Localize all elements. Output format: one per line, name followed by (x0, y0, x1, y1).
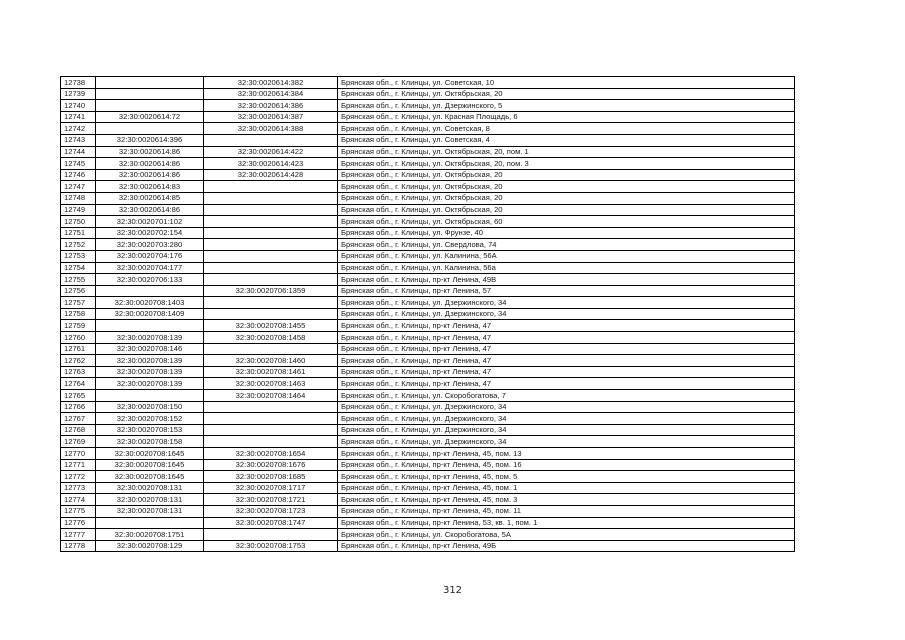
address-cell: Брянская обл., г. Клинцы, ул. Красная Площадь, 6 (338, 111, 795, 123)
cadastral-number-cell: 32:30:0020708:153 (96, 424, 204, 436)
row-number-cell: 12771 (61, 459, 96, 471)
cadastral-number-2-cell: 32:30:0020614:382 (204, 77, 338, 89)
row-number-cell: 12740 (61, 100, 96, 112)
cadastral-number-cell: 32:30:0020708:131 (96, 505, 204, 517)
row-number-cell: 12755 (61, 274, 96, 286)
cadastral-number-cell: 32:30:0020708:139 (96, 355, 204, 367)
table-row (61, 169, 795, 181)
row-number-cell: 12773 (61, 482, 96, 494)
cadastral-number-2-cell (204, 216, 338, 228)
address-cell: Брянская обл., г. Клинцы, ул. Октябрьская, 60 (338, 216, 795, 228)
row-number-cell: 12743 (61, 134, 96, 146)
cadastral-number-cell: 32:30:0020614:72 (96, 111, 204, 123)
row-number-cell: 12765 (61, 390, 96, 402)
cadastral-number-cell: 32:30:0020614:86 (96, 146, 204, 158)
cadastral-number-2-cell (204, 134, 338, 146)
row-number-cell: 12759 (61, 320, 96, 332)
row-number-cell: 12757 (61, 297, 96, 309)
table-row (61, 77, 795, 89)
address-cell: Брянская обл., г. Клинцы, ул. Калинина, 56А (338, 250, 795, 262)
address-cell: Брянская обл., г. Клинцы, ул. Октябрьская, 20 (338, 204, 795, 216)
table-row (61, 540, 795, 552)
cadastral-number-2-cell: 32:30:0020708:1461 (204, 366, 338, 378)
cadastral-number-2-cell (204, 239, 338, 251)
table-row (61, 332, 795, 344)
cadastral-number-cell: 32:30:0020708:131 (96, 482, 204, 494)
cadastral-number-2-cell: 32:30:0020614:428 (204, 169, 338, 181)
address-cell: Брянская обл., г. Клинцы, ул. Дзержинского, 34 (338, 297, 795, 309)
cadastral-number-cell: 32:30:0020708:139 (96, 366, 204, 378)
cadastral-number-2-cell: 32:30:0020708:1723 (204, 505, 338, 517)
cadastral-number-2-cell: 32:30:0020706:1359 (204, 285, 338, 297)
table-row (61, 355, 795, 367)
row-number-cell: 12745 (61, 158, 96, 170)
address-cell: Брянская обл., г. Клинцы, пр-кт Ленина, 47 (338, 332, 795, 344)
row-number-cell: 12754 (61, 262, 96, 274)
table-row (61, 459, 795, 471)
address-cell: Брянская обл., г. Клинцы, ул. Октябрьская, 20 (338, 169, 795, 181)
cadastral-number-2-cell (204, 308, 338, 320)
address-cell: Брянская обл., г. Клинцы, пр-кт Ленина, 49В (338, 274, 795, 286)
address-cell: Брянская обл., г. Клинцы, ул. Дзержинского, 5 (338, 100, 795, 112)
cadastral-number-2-cell (204, 204, 338, 216)
table-row (61, 239, 795, 251)
cadastral-number-cell: 32:30:0020614:83 (96, 181, 204, 193)
cadastral-number-cell: 32:30:0020708:1645 (96, 471, 204, 483)
cadastral-number-2-cell (204, 424, 338, 436)
address-cell: Брянская обл., г. Клинцы, ул. Дзержинского, 34 (338, 401, 795, 413)
row-number-cell: 12769 (61, 436, 96, 448)
cadastral-number-cell: 32:30:0020706:133 (96, 274, 204, 286)
cadastral-number-cell (96, 390, 204, 402)
cadastral-number-cell: 32:30:0020704:176 (96, 250, 204, 262)
address-cell: Брянская обл., г. Клинцы, ул. Советская, 8 (338, 123, 795, 135)
row-number-cell: 12751 (61, 227, 96, 239)
cadastral-number-2-cell (204, 274, 338, 286)
table-row (61, 100, 795, 112)
row-number-cell: 12752 (61, 239, 96, 251)
address-cell: Брянская обл., г. Клинцы, ул. Скоробогатова, 5А (338, 529, 795, 541)
cadastral-number-2-cell: 32:30:0020708:1753 (204, 540, 338, 552)
cadastral-number-cell: 32:30:0020708:146 (96, 343, 204, 355)
table-row (61, 204, 795, 216)
row-number-cell: 12756 (61, 285, 96, 297)
cadastral-number-cell: 32:30:0020708:1403 (96, 297, 204, 309)
row-number-cell: 12766 (61, 401, 96, 413)
cadastral-number-cell: 32:30:0020708:1409 (96, 308, 204, 320)
cadastral-number-cell: 32:30:0020708:150 (96, 401, 204, 413)
cadastral-number-2-cell (204, 413, 338, 425)
table-row (61, 111, 795, 123)
registry-table-body (61, 77, 795, 552)
address-cell: Брянская обл., г. Клинцы, ул. Дзержинского, 34 (338, 413, 795, 425)
address-cell: Брянская обл., г. Клинцы, ул. Дзержинского, 34 (338, 308, 795, 320)
table-row (61, 413, 795, 425)
cadastral-number-2-cell (204, 436, 338, 448)
cadastral-number-2-cell (204, 297, 338, 309)
cadastral-number-2-cell (204, 227, 338, 239)
table-row (61, 134, 795, 146)
table-row (61, 192, 795, 204)
cadastral-number-2-cell (204, 343, 338, 355)
cadastral-number-2-cell (204, 181, 338, 193)
row-number-cell: 12774 (61, 494, 96, 506)
cadastral-number-cell (96, 285, 204, 297)
row-number-cell: 12776 (61, 517, 96, 529)
cadastral-number-2-cell (204, 250, 338, 262)
address-cell: Брянская обл., г. Клинцы, пр-кт Ленина, 45, пом. 13 (338, 448, 795, 460)
cadastral-number-cell: 32:30:0020708:158 (96, 436, 204, 448)
cadastral-number-2-cell: 32:30:0020614:384 (204, 88, 338, 100)
table-row (61, 320, 795, 332)
address-cell: Брянская обл., г. Клинцы, ул. Скоробогатова, 7 (338, 390, 795, 402)
address-cell: Брянская обл., г. Клинцы, ул. Фрунзе, 40 (338, 227, 795, 239)
address-cell: Брянская обл., г. Клинцы, ул. Советская, 4 (338, 134, 795, 146)
address-cell: Брянская обл., г. Клинцы, пр-кт Ленина, 53, кв. 1, пом. 1 (338, 517, 795, 529)
cadastral-number-cell: 32:30:0020708:152 (96, 413, 204, 425)
row-number-cell: 12746 (61, 169, 96, 181)
cadastral-number-2-cell (204, 192, 338, 204)
address-cell: Брянская обл., г. Клинцы, ул. Октябрьская, 20, пом. 3 (338, 158, 795, 170)
table-row (61, 505, 795, 517)
address-cell: Брянская обл., г. Клинцы, пр-кт Ленина, 47 (338, 355, 795, 367)
table-row (61, 274, 795, 286)
row-number-cell: 12770 (61, 448, 96, 460)
table-row (61, 181, 795, 193)
cadastral-number-2-cell: 32:30:0020614:386 (204, 100, 338, 112)
cadastral-number-2-cell: 32:30:0020708:1463 (204, 378, 338, 390)
row-number-cell: 12742 (61, 123, 96, 135)
cadastral-number-cell: 32:30:0020614:86 (96, 158, 204, 170)
row-number-cell: 12764 (61, 378, 96, 390)
row-number-cell: 12738 (61, 77, 96, 89)
cadastral-number-cell: 32:30:0020708:1645 (96, 459, 204, 471)
cadastral-number-cell (96, 517, 204, 529)
table-row (61, 146, 795, 158)
row-number-cell: 12748 (61, 192, 96, 204)
cadastral-number-2-cell: 32:30:0020708:1721 (204, 494, 338, 506)
address-cell: Брянская обл., г. Клинцы, ул. Октябрьская, 20 (338, 181, 795, 193)
address-cell: Брянская обл., г. Клинцы, пр-кт Ленина, 45, пом. 3 (338, 494, 795, 506)
table-row (61, 482, 795, 494)
table-row (61, 436, 795, 448)
table-row (61, 448, 795, 460)
row-number-cell: 12739 (61, 88, 96, 100)
cadastral-number-cell: 32:30:0020708:139 (96, 378, 204, 390)
row-number-cell: 12741 (61, 111, 96, 123)
row-number-cell: 12760 (61, 332, 96, 344)
table-row (61, 529, 795, 541)
table-row (61, 250, 795, 262)
cadastral-number-2-cell: 32:30:0020708:1676 (204, 459, 338, 471)
cadastral-number-2-cell (204, 529, 338, 541)
table-row (61, 401, 795, 413)
cadastral-number-cell: 32:30:0020614:396 (96, 134, 204, 146)
address-cell: Брянская обл., г. Клинцы, пр-кт Ленина, 47 (338, 366, 795, 378)
cadastral-number-cell: 32:30:0020704:177 (96, 262, 204, 274)
cadastral-number-2-cell (204, 262, 338, 274)
table-row (61, 262, 795, 274)
address-cell: Брянская обл., г. Клинцы, ул. Советская, 10 (338, 77, 795, 89)
row-number-cell: 12758 (61, 308, 96, 320)
cadastral-number-2-cell: 32:30:0020708:1458 (204, 332, 338, 344)
row-number-cell: 12775 (61, 505, 96, 517)
cadastral-number-cell: 32:30:0020701:102 (96, 216, 204, 228)
cadastral-number-2-cell: 32:30:0020708:1460 (204, 355, 338, 367)
cadastral-number-2-cell: 32:30:0020614:423 (204, 158, 338, 170)
cadastral-number-cell: 32:30:0020708:131 (96, 494, 204, 506)
table-row (61, 285, 795, 297)
cadastral-number-2-cell: 32:30:0020708:1685 (204, 471, 338, 483)
cadastral-number-2-cell: 32:30:0020708:1654 (204, 448, 338, 460)
cadastral-number-cell (96, 77, 204, 89)
cadastral-number-2-cell: 32:30:0020614:387 (204, 111, 338, 123)
address-cell: Брянская обл., г. Клинцы, пр-кт Ленина, 45, пом. 16 (338, 459, 795, 471)
cadastral-number-2-cell: 32:30:0020614:388 (204, 123, 338, 135)
row-number-cell: 12753 (61, 250, 96, 262)
page-number: 312 (442, 585, 463, 596)
row-number-cell: 12768 (61, 424, 96, 436)
table-row (61, 390, 795, 402)
row-number-cell: 12744 (61, 146, 96, 158)
cadastral-number-cell (96, 320, 204, 332)
address-cell: Брянская обл., г. Клинцы, пр-кт Ленина, 47 (338, 320, 795, 332)
cadastral-number-cell: 32:30:0020614:86 (96, 169, 204, 181)
table-row (61, 471, 795, 483)
row-number-cell: 12749 (61, 204, 96, 216)
cadastral-number-cell: 32:30:0020614:86 (96, 204, 204, 216)
address-cell: Брянская обл., г. Клинцы, ул. Калинина, 56а (338, 262, 795, 274)
table-row (61, 517, 795, 529)
cadastral-number-cell: 32:30:0020703:280 (96, 239, 204, 251)
address-cell: Брянская обл., г. Клинцы, пр-кт Ленина, 45, пом. 11 (338, 505, 795, 517)
cadastral-number-cell: 32:30:0020702:154 (96, 227, 204, 239)
cadastral-number-2-cell: 32:30:0020614:422 (204, 146, 338, 158)
row-number-cell: 12778 (61, 540, 96, 552)
row-number-cell: 12767 (61, 413, 96, 425)
table-row (61, 227, 795, 239)
cadastral-number-cell (96, 123, 204, 135)
row-number-cell: 12750 (61, 216, 96, 228)
table-row (61, 366, 795, 378)
cadastral-number-2-cell: 32:30:0020708:1717 (204, 482, 338, 494)
cadastral-number-cell: 32:30:0020614:85 (96, 192, 204, 204)
table-row (61, 424, 795, 436)
cadastral-number-cell: 32:30:0020708:139 (96, 332, 204, 344)
address-cell: Брянская обл., г. Клинцы, пр-кт Ленина, 47 (338, 378, 795, 390)
address-cell: Брянская обл., г. Клинцы, пр-кт Ленина, 45, пом. 5 (338, 471, 795, 483)
table-row (61, 494, 795, 506)
cadastral-number-cell (96, 88, 204, 100)
row-number-cell: 12772 (61, 471, 96, 483)
address-cell: Брянская обл., г. Клинцы, ул. Свердлова, 74 (338, 239, 795, 251)
cadastral-number-2-cell: 32:30:0020708:1464 (204, 390, 338, 402)
row-number-cell: 12777 (61, 529, 96, 541)
cadastral-number-cell (96, 100, 204, 112)
row-number-cell: 12761 (61, 343, 96, 355)
cadastral-number-cell: 32:30:0020708:1751 (96, 529, 204, 541)
table-row (61, 343, 795, 355)
cadastral-number-cell: 32:30:0020708:129 (96, 540, 204, 552)
address-cell: Брянская обл., г. Клинцы, пр-кт Ленина, 49Б (338, 540, 795, 552)
table-row (61, 88, 795, 100)
cadastral-number-cell: 32:30:0020708:1645 (96, 448, 204, 460)
row-number-cell: 12763 (61, 366, 96, 378)
table-row (61, 297, 795, 309)
row-number-cell: 12762 (61, 355, 96, 367)
address-cell: Брянская обл., г. Клинцы, ул. Дзержинского, 34 (338, 436, 795, 448)
table-row (61, 216, 795, 228)
address-cell: Брянская обл., г. Клинцы, пр-кт Ленина, 57 (338, 285, 795, 297)
registry-table (60, 76, 795, 552)
table-row (61, 158, 795, 170)
cadastral-number-2-cell: 32:30:0020708:1455 (204, 320, 338, 332)
address-cell: Брянская обл., г. Клинцы, ул. Дзержинского, 34 (338, 424, 795, 436)
table-row (61, 123, 795, 135)
cadastral-number-2-cell (204, 401, 338, 413)
table-row (61, 308, 795, 320)
address-cell: Брянская обл., г. Клинцы, ул. Октябрьская, 20 (338, 88, 795, 100)
address-cell: Брянская обл., г. Клинцы, ул. Октябрьская, 20 (338, 192, 795, 204)
address-cell: Брянская обл., г. Клинцы, пр-кт Ленина, 47 (338, 343, 795, 355)
table-row (61, 378, 795, 390)
address-cell: Брянская обл., г. Клинцы, ул. Октябрьская, 20, пом. 1 (338, 146, 795, 158)
row-number-cell: 12747 (61, 181, 96, 193)
cadastral-number-2-cell: 32:30:0020708:1747 (204, 517, 338, 529)
address-cell: Брянская обл., г. Клинцы, пр-кт Ленина, 45, пом. 1 (338, 482, 795, 494)
